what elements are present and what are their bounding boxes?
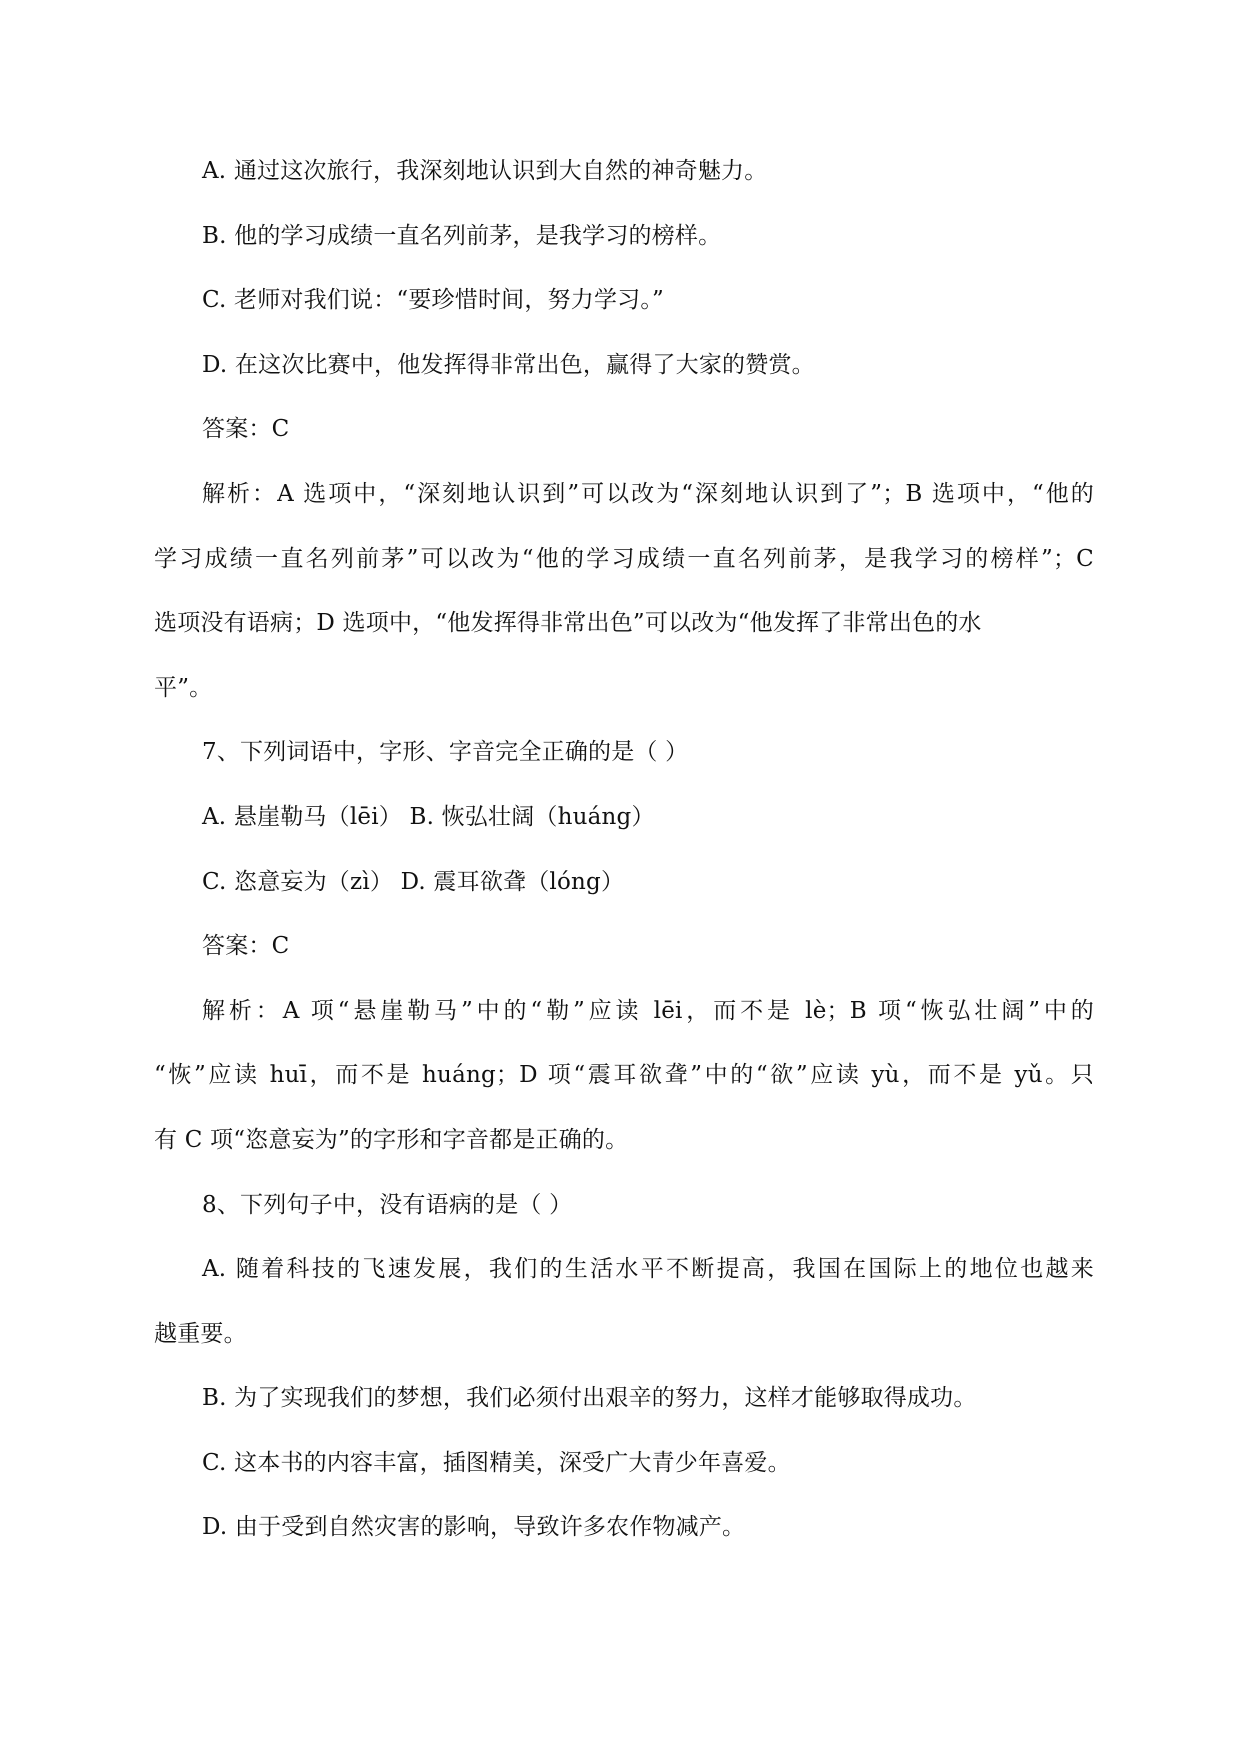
answer-line: 答案：C bbox=[202, 933, 290, 960]
option-b-line: B. 为了实现我们的梦想，我们必须付出艰辛的努力，这样才能够取得成功。 bbox=[202, 1385, 977, 1412]
analysis-line: “恢”应读 huī，而不是 huáng；D 项“震耳欲聋”中的“欲”应读 yù，而不是 yǔ。只 bbox=[154, 1062, 1094, 1089]
option-c-line: C. 老师对我们说：“要珍惜时间，努力学习。” bbox=[202, 287, 665, 314]
analysis-line: 学习成绩一直名列前茅”可以改为“他的学习成绩一直名列前茅，是我学习的榜样”；C bbox=[154, 545, 1094, 572]
analysis-line: 解析：A 项“悬崖勒马”中的“勒”应读 lēi，而不是 lè；B 项“恢弘壮阔”中的 bbox=[202, 997, 1094, 1024]
analysis-line: 有 C 项“恣意妄为”的字形和字音都是正确的。 bbox=[154, 1126, 629, 1153]
analysis-line: 平”。 bbox=[154, 674, 213, 701]
answer-line: 答案：C bbox=[202, 416, 290, 443]
document-body bbox=[154, 139, 1094, 1560]
option-a-line: A. 随着科技的飞速发展，我们的生活水平不断提高，我国在国际上的地位也越来 bbox=[202, 1256, 1094, 1283]
analysis-line: 解析：A 选项中，“深刻地认识到”可以改为“深刻地认识到了”；B 选项中，“他的 bbox=[202, 480, 1094, 507]
option-ab-line: A. 悬崖勒马（lēi） B. 恢弘壮阔（huáng） bbox=[202, 803, 655, 830]
question-8-line: 8、下列句子中，没有语病的是（ ） bbox=[202, 1191, 573, 1218]
option-d-line: D. 由于受到自然灾害的影响，导致许多农作物减产。 bbox=[202, 1514, 746, 1541]
option-a-continuation-line: 越重要。 bbox=[154, 1320, 247, 1347]
analysis-line: 选项没有语病；D 选项中，“他发挥得非常出色”可以改为“他发挥了非常出色的水 bbox=[154, 610, 982, 637]
option-c-line: C. 这本书的内容丰富，插图精美，深受广大青少年喜爱。 bbox=[202, 1449, 791, 1476]
option-b-line: B. 他的学习成绩一直名列前茅，是我学习的榜样。 bbox=[202, 222, 722, 249]
option-a-line: A. 通过这次旅行，我深刻地认识到大自然的神奇魅力。 bbox=[202, 158, 768, 184]
option-cd-line: C. 恣意妄为（zì） D. 震耳欲聋（lóng） bbox=[202, 868, 625, 895]
option-d-line: D. 在这次比赛中，他发挥得非常出色，赢得了大家的赞赏。 bbox=[202, 351, 815, 378]
question-7-line: 7、下列词语中，字形、字音完全正确的是（ ） bbox=[202, 739, 689, 766]
